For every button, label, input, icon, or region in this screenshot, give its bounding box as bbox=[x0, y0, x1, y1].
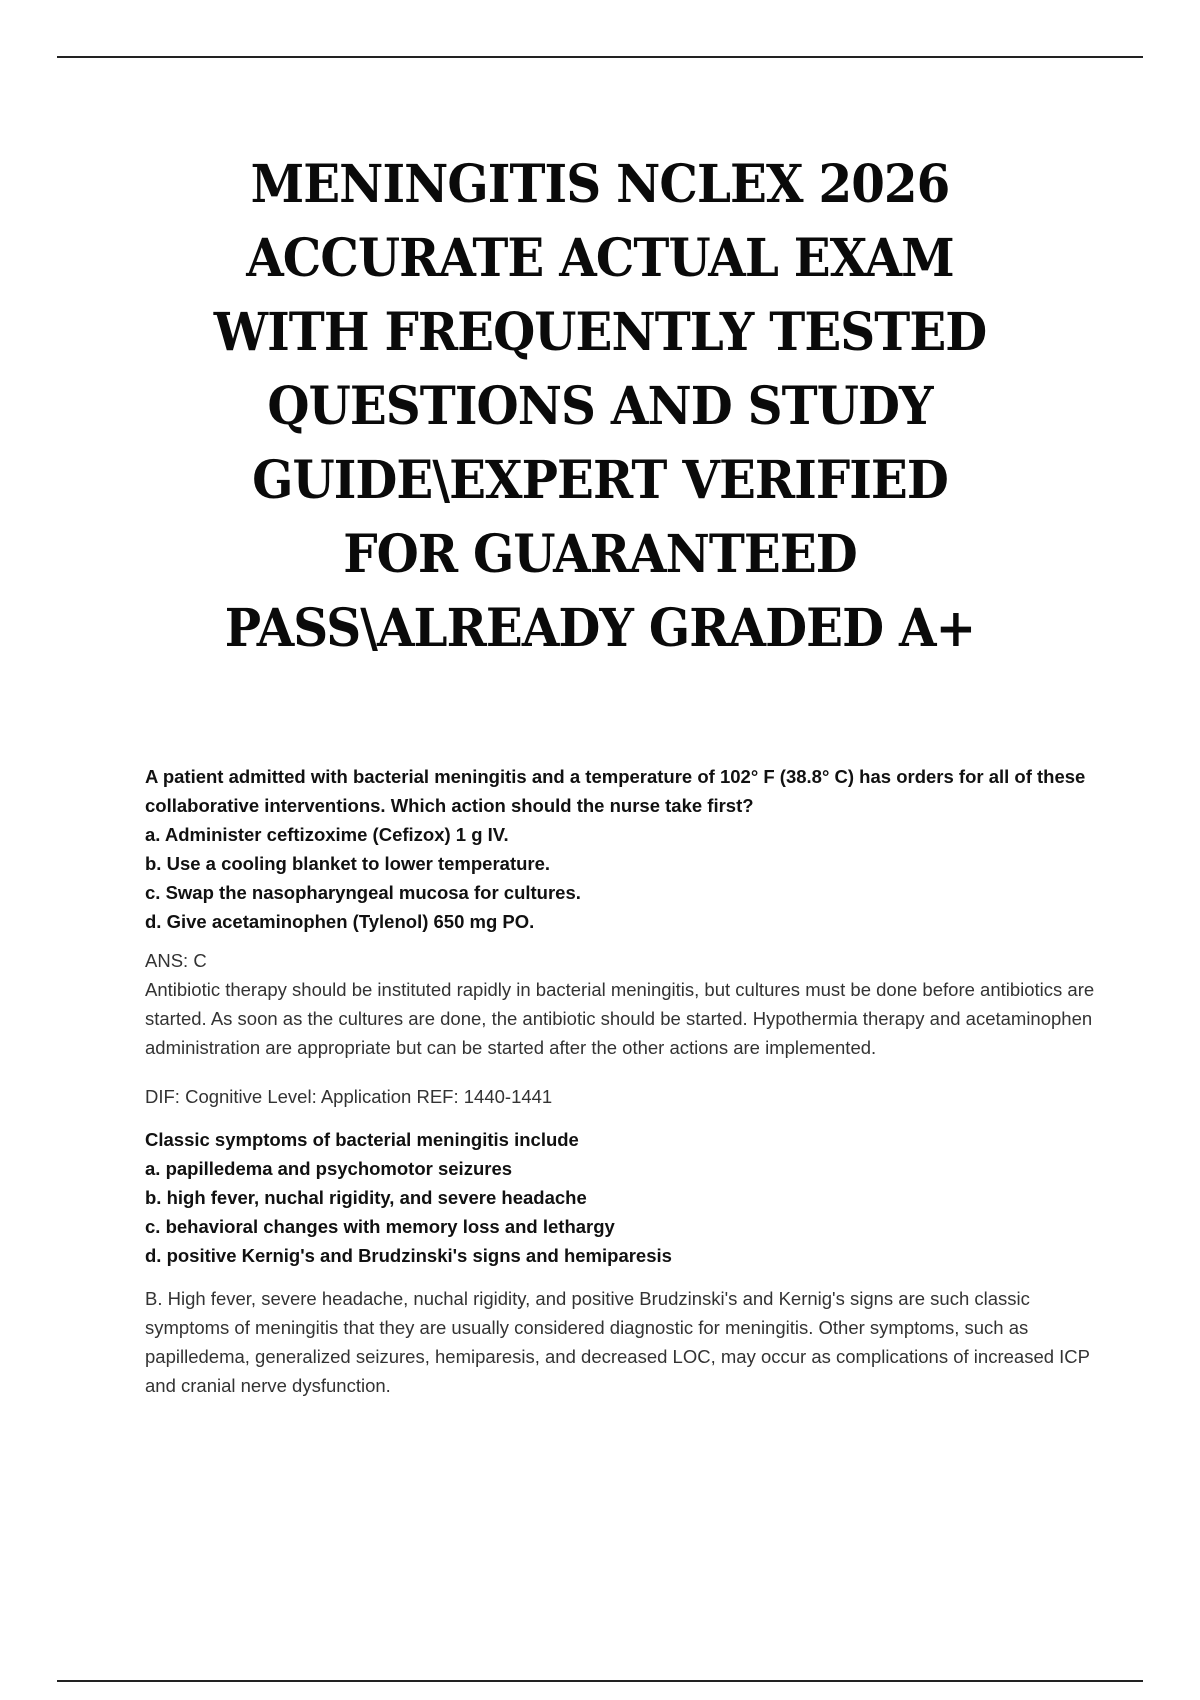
question-1-option-d: d. Give acetaminophen (Tylenol) 650 mg PO. bbox=[145, 911, 535, 932]
question-1-option-c: c. Swap the nasopharyngeal mucosa for cultures. bbox=[145, 882, 581, 903]
question-2-rationale: B. High fever, severe headache, nuchal rigidity, and positive Brudzinski's and Kernig's signs are such classic symptoms of meningitis that they are usually considered diagnostic for meningitis. Other symptoms, such as papilledema, generalized seizures, hemiparesis, and decreased LOC, may occur as complications of increased ICP and cranial nerve dysfunction. bbox=[145, 1288, 1090, 1396]
question-1-rationale: Antibiotic therapy should be instituted rapidly in bacterial meningitis, but cultures must be done before antibiotics are started. As soon as the cultures are done, the antibiotic should be started. Hypothermia therapy and acetaminophen administration are appropriate but can be started after the other actions are implemented. bbox=[145, 979, 1095, 1058]
question-2 bbox=[145, 1125, 1095, 1270]
question-2-stem: Classic symptoms of bacterial meningitis include bbox=[145, 1129, 579, 1150]
question-1-stem: A patient admitted with bacterial meningitis and a temperature of 102° F (38.8° C) has orders for all of these collaborative interventions. Which action should the nurse take first? bbox=[145, 766, 1086, 816]
question-1-option-b: b. Use a cooling blanket to lower temperature. bbox=[145, 853, 551, 874]
question-2-option-c: c. behavioral changes with memory loss and lethargy bbox=[145, 1216, 615, 1237]
question-1 bbox=[145, 762, 1095, 936]
document-title: MENINGITIS NCLEX 2026 ACCURATE ACTUAL EXAM WITH FREQUENTLY TESTED QUESTIONS AND STUDY GUIDE\EXPERT VERIFIED FOR GUARANTEED PASS\ALREADY GRADED A+ bbox=[213, 154, 987, 659]
bottom-divider bbox=[57, 1680, 1143, 1682]
top-divider bbox=[57, 56, 1143, 58]
question-1-answer: ANS: C bbox=[145, 950, 207, 971]
question-2-option-a: a. papilledema and psychomotor seizures bbox=[145, 1158, 513, 1179]
question-2-option-d: d. positive Kernig's and Brudzinski's signs and hemiparesis bbox=[145, 1245, 672, 1266]
document-body bbox=[145, 762, 1095, 1419]
question-1-option-a: a. Administer ceftizoxime (Cefizox) 1 g IV. bbox=[145, 824, 509, 845]
question-2-option-b: b. high fever, nuchal rigidity, and severe headache bbox=[145, 1187, 587, 1208]
question-1-answer-block bbox=[145, 946, 1095, 1111]
question-1-difficulty-reference: DIF: Cognitive Level: Application REF: 1440-1441 bbox=[145, 1086, 553, 1107]
